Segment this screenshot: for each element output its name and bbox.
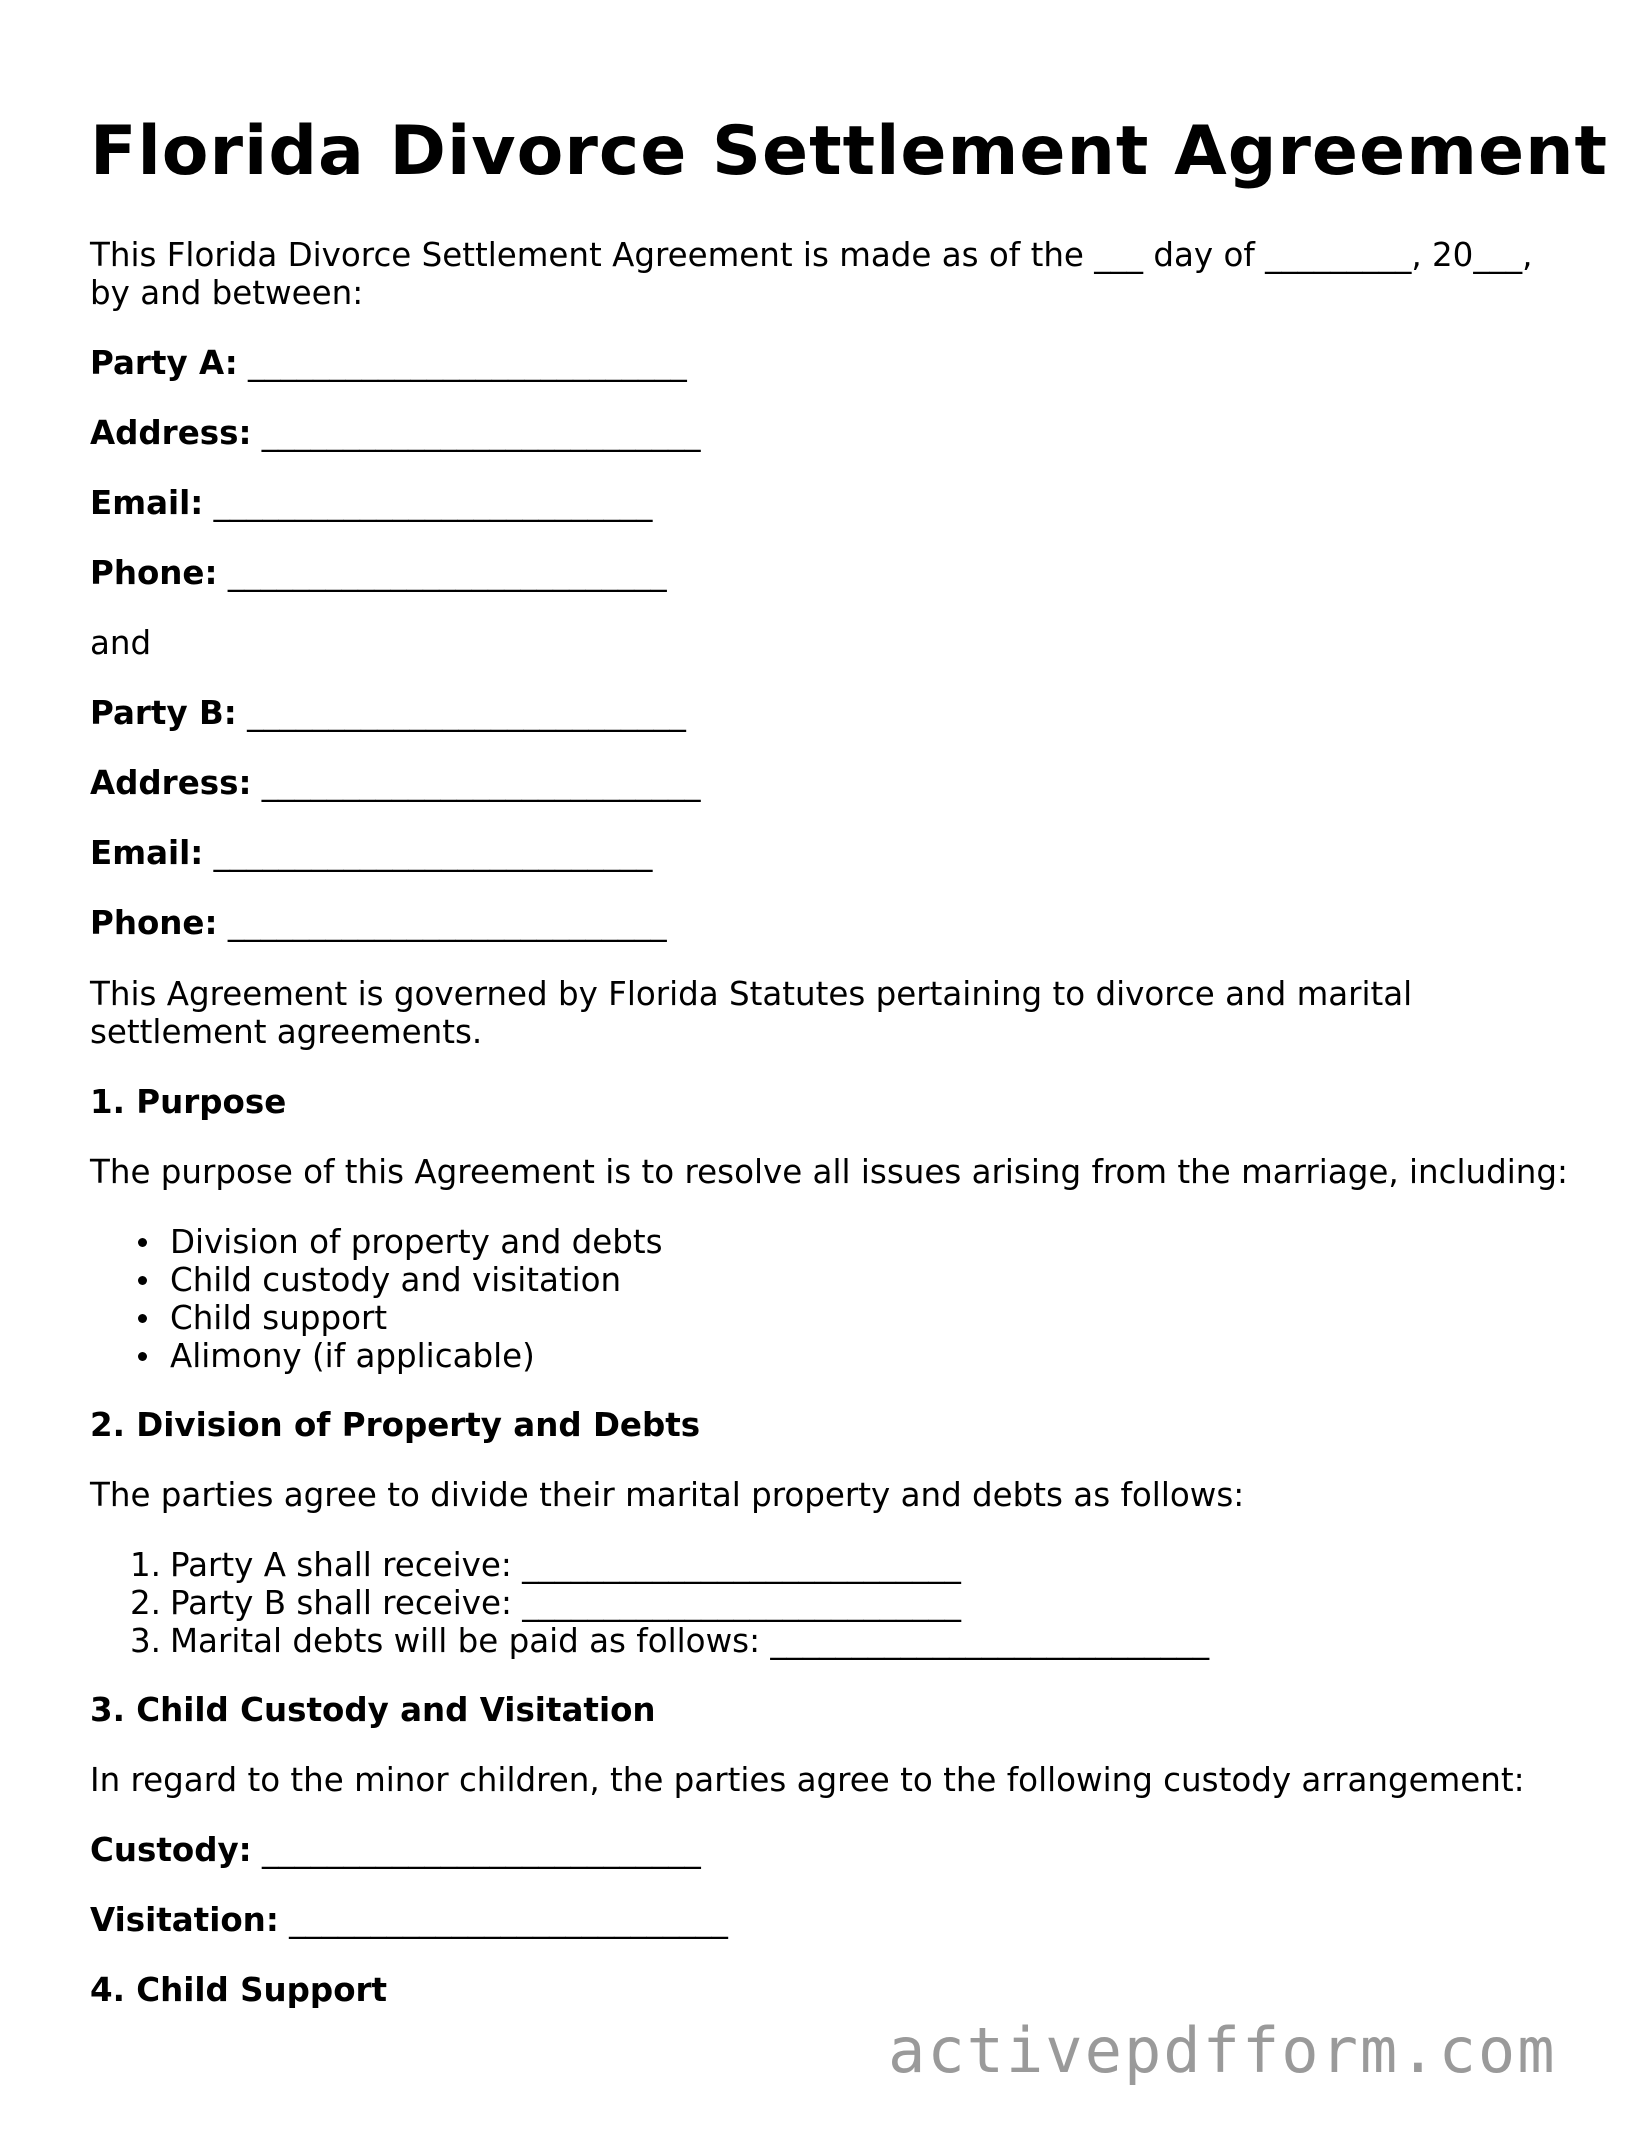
bullet-icon <box>138 1276 147 1285</box>
custody-row <box>90 1831 701 1869</box>
bullet-icon <box>138 1238 147 1247</box>
section-1-heading: 1. Purpose <box>90 1083 287 1121</box>
party-a-email-blank: ___________________________ <box>213 484 653 522</box>
party-b-address-blank: ___________________________ <box>261 764 701 802</box>
party-a-name-blank: ___________________________ <box>248 344 687 382</box>
list-item: 2. Party B shall receive: ___________________________ <box>130 1584 961 1622</box>
party-a-address-blank: ___________________________ <box>261 414 701 452</box>
list-item: 1. Party A shall receive: ___________________________ <box>130 1546 961 1584</box>
party-a-name-row <box>90 344 687 382</box>
party-a-name-label: Party A: <box>90 344 238 382</box>
party-a-email-label: Email: <box>90 484 204 522</box>
list-item: Division of property and debts <box>90 1223 663 1261</box>
governing-line-1: This Agreement is governed by Florida Statutes pertaining to divorce and marital <box>90 975 1413 1013</box>
intro-line-1: This Florida Divorce Settlement Agreement is made as of the ___ day of _________, 20___, <box>90 236 1533 274</box>
list-item: 3. Marital debts will be paid as follows: ___________________________ <box>130 1622 1210 1660</box>
party-b-email-blank: ___________________________ <box>213 834 653 872</box>
section-3-heading: 3. Child Custody and Visitation <box>90 1691 656 1729</box>
party-b-phone-label: Phone: <box>90 904 218 942</box>
party-b-address-row <box>90 764 701 802</box>
party-b-phone-row <box>90 904 667 942</box>
visitation-blank: ___________________________ <box>289 1901 728 1939</box>
section-2-heading: 2. Division of Property and Debts <box>90 1406 701 1444</box>
section-2-text: The parties agree to divide their marital property and debts as follows: <box>90 1476 1245 1514</box>
bullet-icon <box>138 1352 147 1361</box>
party-b-name-label: Party B: <box>90 694 237 732</box>
purpose-bullet-list <box>90 1223 663 1375</box>
and-text: and <box>90 624 152 662</box>
party-b-email-row <box>90 834 652 872</box>
party-a-address-row <box>90 414 701 452</box>
custody-blank: ___________________________ <box>262 1831 701 1869</box>
section-1-text: The purpose of this Agreement is to resolve all issues arising from the marriage, including: <box>90 1153 1568 1191</box>
section-3-text: In regard to the minor children, the parties agree to the following custody arrangement: <box>90 1761 1525 1799</box>
visitation-label: Visitation: <box>90 1901 279 1939</box>
visitation-row <box>90 1901 728 1939</box>
party-a-phone-blank: ___________________________ <box>227 554 667 592</box>
custody-label: Custody: <box>90 1831 252 1869</box>
list-item: Alimony (if applicable) <box>90 1337 663 1375</box>
party-a-phone-row <box>90 554 667 592</box>
section-4-heading: 4. Child Support <box>90 1971 388 2009</box>
bullet-icon <box>138 1314 147 1323</box>
document-title: Florida Divorce Settlement Agreement <box>90 112 1609 191</box>
party-a-email-row <box>90 484 652 522</box>
party-b-address-label: Address: <box>90 764 252 802</box>
list-item: Child custody and visitation <box>90 1261 663 1299</box>
property-division-list <box>90 1546 1209 1660</box>
party-a-phone-label: Phone: <box>90 554 218 592</box>
list-item: Child support <box>90 1299 663 1337</box>
party-b-email-label: Email: <box>90 834 204 872</box>
party-b-name-row <box>90 694 686 732</box>
intro-line-2: by and between: <box>90 274 364 312</box>
party-b-phone-blank: ___________________________ <box>227 904 667 942</box>
governing-line-2: settlement agreements. <box>90 1013 483 1051</box>
party-a-address-label: Address: <box>90 414 252 452</box>
party-b-name-blank: ___________________________ <box>247 694 686 732</box>
watermark-text: activepdfform.com <box>888 2014 1557 2087</box>
